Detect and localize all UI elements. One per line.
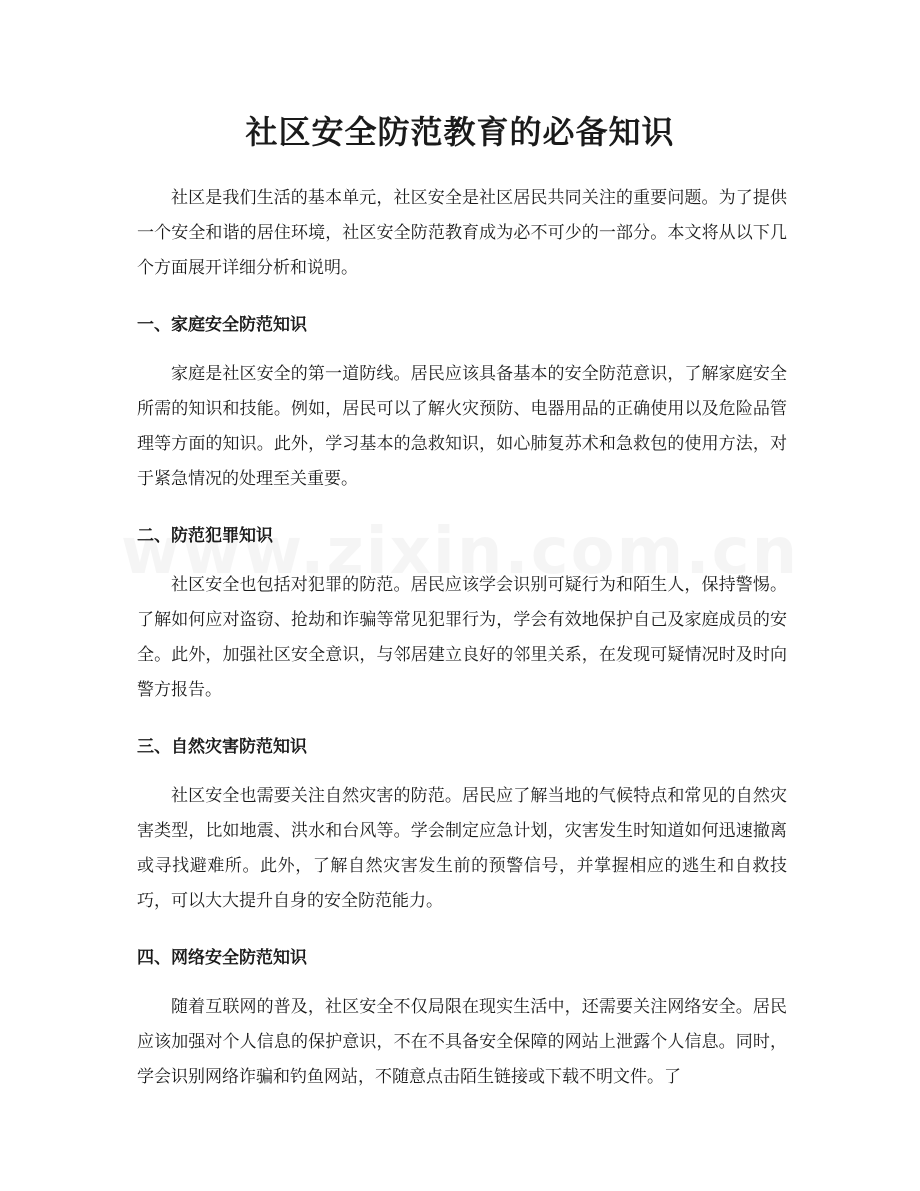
page-title: 社区安全防范教育的必备知识 [245, 113, 675, 151]
section-paragraph-3: 社区安全也需要关注自然灾害的防范。居民应了解当地的气候特点和常见的自然灾害类型，比如地震、洪水和台风等。学会制定应急计划，灾害发生时知道如何迅速撤离或寻找避难所。此外，了解自然灾害发生前的预警信号，并掌握相应的逃生和自救技巧，可以大大提升自身的安全防范能力。 [137, 786, 787, 911]
section-heading-3: 三、自然灾害防范知识 [137, 737, 307, 757]
document-body [137, 181, 787, 1095]
section-paragraph-2: 社区安全也包括对犯罪的防范。居民应该学会识别可疑行为和陌生人，保持警惕。了解如何应对盗窃、抢劫和诈骗等常见犯罪行为，学会有效地保护自己及家庭成员的安全。此外，加强社区安全意识，与邻居建立良好的邻里关系，在发现可疑情况时及时向警方报告。 [137, 575, 787, 700]
section-heading-4: 四、网络安全防范知识 [137, 948, 307, 968]
section-paragraph-1: 家庭是社区安全的第一道防线。居民应该具备基本的安全防范意识，了解家庭安全所需的知识和技能。例如，居民可以了解火灾预防、电器用品的正确使用以及危险品管理等方面的知识。此外，学习基本的急救知识，如心肺复苏术和急救包的使用方法，对于紧急情况的处理至关重要。 [137, 364, 787, 489]
section-paragraph-4: 随着互联网的普及，社区安全不仅局限在现实生活中，还需要关注网络安全。居民应该加强对个人信息的保护意识，不在不具备安全保障的网站上泄露个人信息。同时，学会识别网络诈骗和钓鱼网站，不随意点击陌生链接或下载不明文件。了 [137, 997, 787, 1087]
intro-paragraph: 社区是我们生活的基本单元，社区安全是社区居民共同关注的重要问题。为了提供一个安全和谐的居住环境，社区安全防范教育成为必不可少的一部分。本文将从以下几个方面展开详细分析和说明。 [137, 188, 787, 278]
section-heading-1: 一、家庭安全防范知识 [137, 315, 307, 335]
section-heading-2: 二、防范犯罪知识 [137, 526, 273, 546]
